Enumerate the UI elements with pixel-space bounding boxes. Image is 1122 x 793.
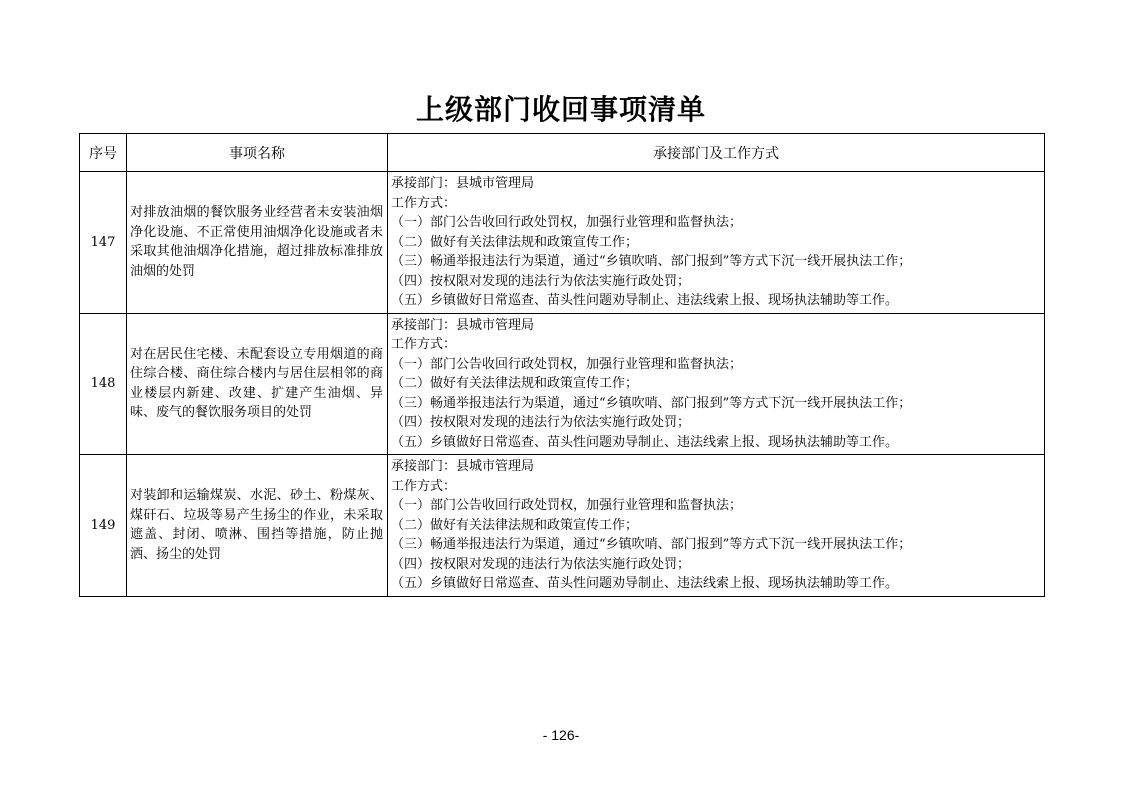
table-row — [80, 455, 1045, 597]
table-row — [80, 172, 1045, 314]
header-method: 承接部门及工作方式 — [388, 134, 1045, 172]
row-number: 148 — [80, 313, 127, 455]
row-number: 149 — [80, 455, 127, 597]
method-line: （五）乡镇做好日常巡查、苗头性问题劝导制止、违法线索上报、现场执法辅助等工作。 — [391, 434, 899, 450]
method-line: 工作方式： — [391, 195, 457, 211]
method-line: 工作方式： — [391, 337, 457, 352]
method-line: （二）做好有关法律法规和政策宣传工作； — [391, 517, 639, 533]
method-line: （三）畅通举报违法行为渠道，通过“乡镇吹哨、部门报到”等方式下沉一线开展执法工作； — [391, 395, 912, 411]
item-name: 对排放油烟的餐饮服务业经营者未安装油烟净化设施、不正常使用油烟净化设施或者未采取其他油烟净化措施，超过排放标准排放油烟的处罚 — [127, 172, 388, 314]
method-line: （一）部门公告收回行政处罚权，加强行业管理和监督执法； — [391, 498, 743, 513]
method-line: 承接部门：县城市管理局 — [391, 176, 535, 191]
method-line: （四）按权限对发现的违法行为依法实施行政处罚； — [391, 556, 691, 572]
method-line: 工作方式： — [391, 478, 457, 494]
method-line: （五）乡镇做好日常巡查、苗头性问题劝导制止、违法线索上报、现场执法辅助等工作。 — [391, 293, 899, 308]
row-number: 147 — [80, 172, 127, 314]
method-line: （二）做好有关法律法规和政策宣传工作； — [391, 376, 639, 391]
method-line: 承接部门：县城市管理局 — [391, 459, 535, 474]
method-line: （三）畅通举报违法行为渠道，通过“乡镇吹哨、部门报到”等方式下沉一线开展执法工作； — [391, 254, 912, 269]
item-name: 对在居民住宅楼、未配套设立专用烟道的商住综合楼、商住综合楼内与居住层相邻的商业楼层内新建、改建、扩建产生油烟、异味、废气的餐饮服务项目的处罚 — [127, 313, 388, 455]
method-line: （二）做好有关法律法规和政策宣传工作； — [391, 234, 639, 250]
method-line: （一）部门公告收回行政处罚权，加强行业管理和监督执法； — [391, 356, 743, 372]
items-table — [79, 133, 1045, 597]
method-line: （三）畅通举报违法行为渠道，通过“乡镇吹哨、部门报到”等方式下沉一线开展执法工作； — [391, 537, 912, 552]
method-cell — [388, 313, 1045, 455]
item-name: 对装卸和运输煤炭、水泥、砂土、粉煤灰、煤矸石、垃圾等易产生扬尘的作业，未采取遮盖、封闭、喷淋、围挡等措施，防止抛洒、扬尘的处罚 — [127, 455, 388, 597]
table-row — [80, 313, 1045, 455]
header-row — [80, 134, 1045, 172]
page-title: 上级部门收回事项清单 — [415, 93, 706, 126]
method-cell — [388, 172, 1045, 314]
method-line: （四）按权限对发现的违法行为依法实施行政处罚； — [391, 273, 691, 289]
page-number: - 126- — [542, 727, 580, 743]
method-line: （五）乡镇做好日常巡查、苗头性问题劝导制止、违法线索上报、现场执法辅助等工作。 — [391, 576, 899, 591]
header-name: 事项名称 — [127, 134, 388, 172]
header-no: 序号 — [80, 134, 127, 172]
method-line: （一）部门公告收回行政处罚权，加强行业管理和监督执法； — [391, 215, 743, 230]
method-line: （四）按权限对发现的违法行为依法实施行政处罚； — [391, 415, 691, 430]
method-cell — [388, 455, 1045, 597]
method-line: 承接部门：县城市管理局 — [391, 317, 535, 333]
